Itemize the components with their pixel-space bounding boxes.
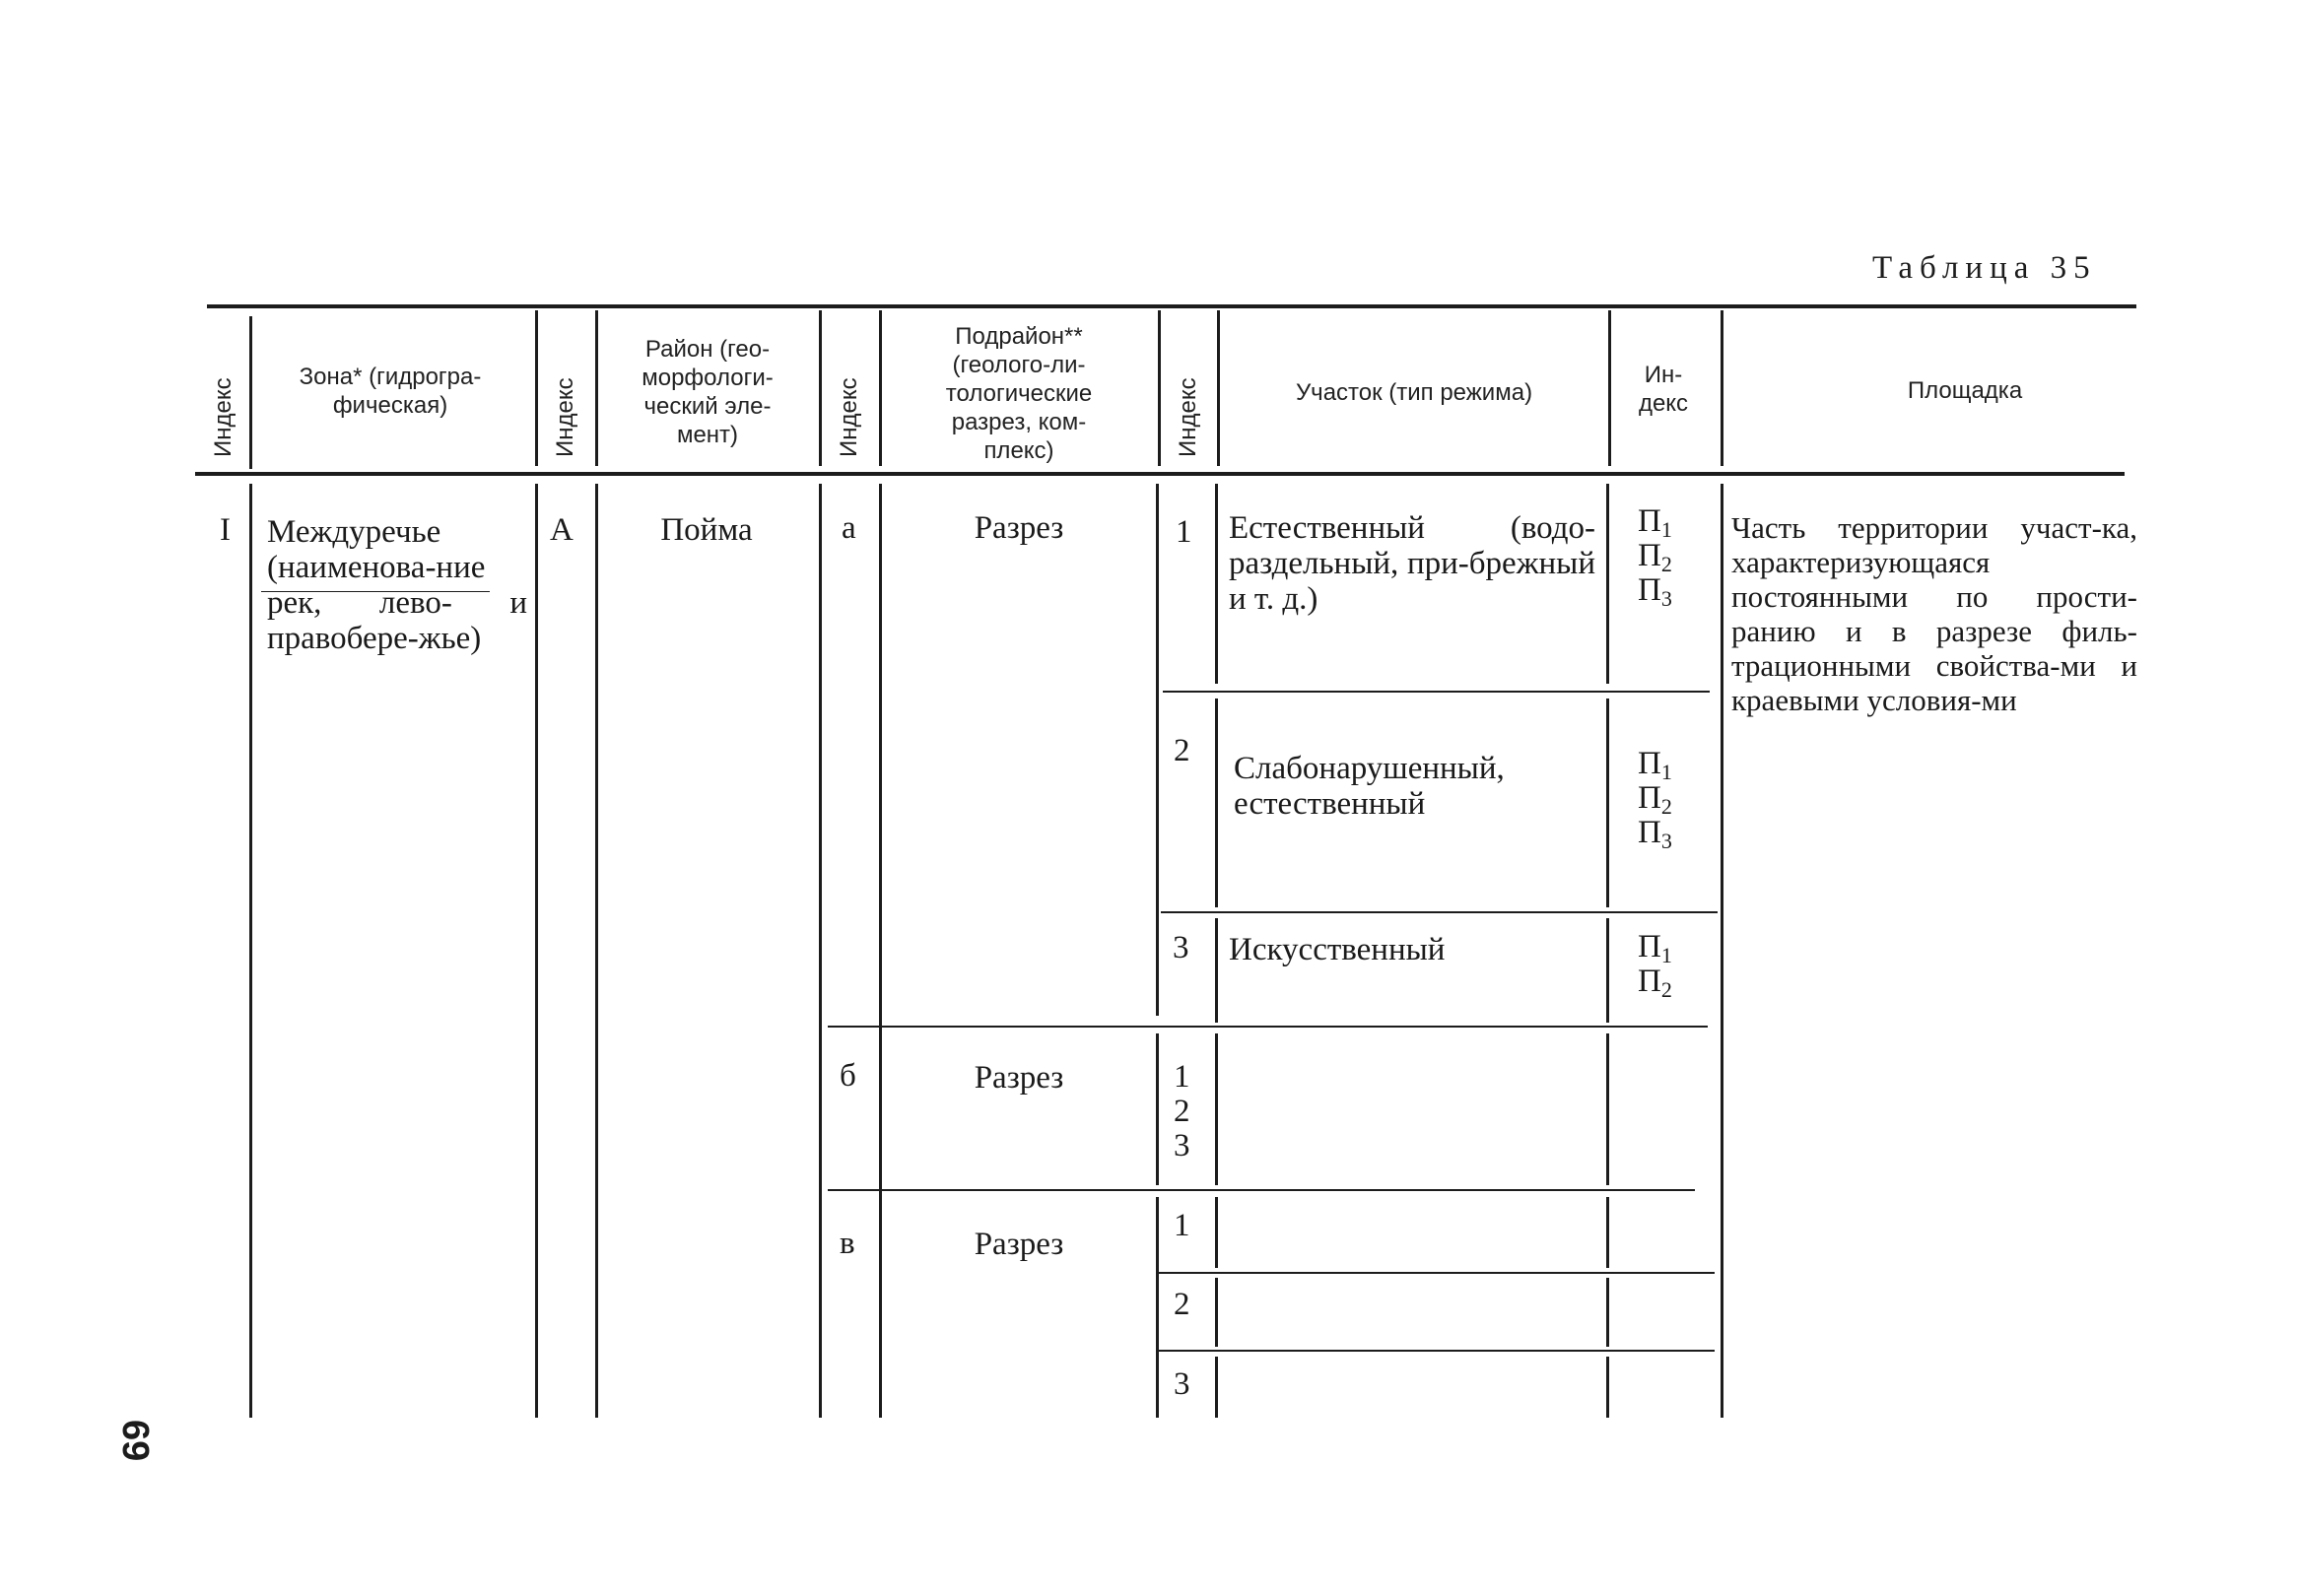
- body-col-line: [1215, 1197, 1218, 1268]
- table-top-rule: [207, 304, 2136, 308]
- p-index: $П_1$: [1638, 929, 1672, 967]
- header-col-line: [879, 310, 882, 466]
- header-col-line: [535, 310, 538, 466]
- header-index-1: Индекс: [210, 377, 236, 457]
- body-col-line: [879, 484, 882, 1418]
- p-index-list: [1638, 746, 1672, 853]
- subdistrict-text: Разрез: [974, 510, 1064, 546]
- header-col-line: [595, 310, 598, 466]
- p-index: $П_1$: [1638, 746, 1672, 784]
- header-col-line: [1721, 310, 1723, 466]
- header-index-5: Ин- декс: [1638, 362, 1689, 417]
- body-col-line: [1215, 698, 1218, 907]
- p-index: $П_2$: [1638, 538, 1672, 576]
- p-index: $П_2$: [1638, 964, 1672, 1002]
- page-number: 69: [114, 1420, 156, 1462]
- b-index: 3: [1174, 1128, 1190, 1164]
- b-index: 2: [1174, 1094, 1190, 1129]
- header-index-3: Индекс: [836, 377, 862, 457]
- zone-index: I: [220, 512, 231, 548]
- body-col-line: [535, 484, 538, 1418]
- row-divider: [1161, 911, 1718, 913]
- subdistrict-text: Разрез: [974, 1227, 1064, 1262]
- body-col-line: [1606, 484, 1609, 684]
- header-bottom-rule: [195, 472, 2125, 476]
- district-text: Пойма: [660, 512, 753, 548]
- table-caption: Таблица 35: [1872, 250, 2097, 286]
- body-col-line: [1606, 1278, 1609, 1347]
- body-col-line: [1215, 1357, 1218, 1418]
- zone-text: Междуречье (наименова-ние рек, лево- и правобере-жье): [267, 514, 527, 656]
- v-index: 3: [1174, 1366, 1190, 1402]
- zone-underline: [261, 591, 490, 592]
- p-index: $П_3$: [1638, 815, 1672, 853]
- header-col-line: [1217, 310, 1220, 466]
- body-col-line: [1721, 484, 1723, 1418]
- section-index: 2: [1174, 733, 1190, 768]
- body-col-line: [1215, 1278, 1218, 1347]
- p-index: $П_2$: [1638, 780, 1672, 819]
- header-index-2: Индекс: [552, 377, 578, 457]
- district-index: А: [550, 512, 574, 548]
- p-index: $П_1$: [1638, 503, 1672, 542]
- body-col-line: [1156, 1033, 1159, 1185]
- body-col-line: [1215, 484, 1218, 684]
- body-col-line: [1606, 918, 1609, 1023]
- header-col-line: [249, 316, 252, 469]
- header-index-4: Индекс: [1175, 377, 1201, 457]
- row-divider: [1163, 691, 1710, 693]
- body-col-line: [1606, 1197, 1609, 1268]
- header-col-line: [1608, 310, 1611, 466]
- body-col-line: [1215, 918, 1218, 1023]
- header-site: Площадка: [1907, 377, 2023, 404]
- section-text: Естественный (водо-раздельный, при-брежный и т. д.): [1229, 510, 1595, 617]
- section-text: Слабонарушенный, естественный: [1234, 751, 1505, 822]
- body-col-line: [1215, 1033, 1218, 1185]
- header-subdistrict: Подрайон** (геолого-ли- тологические разрез, ком- плекс): [945, 323, 1093, 464]
- header-section: Участок (тип режима): [1295, 379, 1533, 406]
- p-index: $П_3$: [1638, 572, 1672, 611]
- v-index: 1: [1174, 1208, 1190, 1243]
- section-index: 1: [1176, 514, 1192, 550]
- row-divider: [1158, 1350, 1715, 1352]
- section-text: Искусственный: [1229, 932, 1446, 967]
- header-col-line: [819, 310, 822, 466]
- body-col-line: [1606, 1033, 1609, 1185]
- body-col-line: [249, 484, 252, 1418]
- body-col-line: [595, 484, 598, 1418]
- body-col-line: [1156, 1197, 1159, 1418]
- row-divider: [1158, 1272, 1715, 1274]
- header-col-line: [1158, 310, 1161, 466]
- subdistrict-index: в: [840, 1226, 855, 1261]
- header-district: Район (гео- морфологи- ческий эле- мент): [642, 336, 774, 448]
- b-index: 1: [1174, 1059, 1190, 1095]
- site-text: Часть территории участ-ка, характеризующаяся постоянными по прости-ранию и в разрезе филь-трационными свойства-ми и краевыми условия-ми: [1731, 510, 2137, 717]
- body-col-line: [1606, 698, 1609, 907]
- subdistrict-index: а: [842, 510, 856, 546]
- p-index-list: [1638, 929, 1672, 1002]
- section-index: 3: [1173, 930, 1189, 965]
- body-col-line: [1156, 484, 1159, 1016]
- body-col-line: [1606, 1357, 1609, 1418]
- row-divider: [828, 1189, 1695, 1191]
- subdistrict-index: б: [840, 1058, 856, 1094]
- p-index-list: [1638, 503, 1672, 611]
- v-index: 2: [1174, 1287, 1190, 1322]
- subdistrict-text: Разрез: [974, 1060, 1064, 1096]
- header-zone: Зона* (гидрогра- фическая): [299, 364, 482, 419]
- body-col-line: [819, 484, 822, 1418]
- row-divider: [828, 1026, 1708, 1028]
